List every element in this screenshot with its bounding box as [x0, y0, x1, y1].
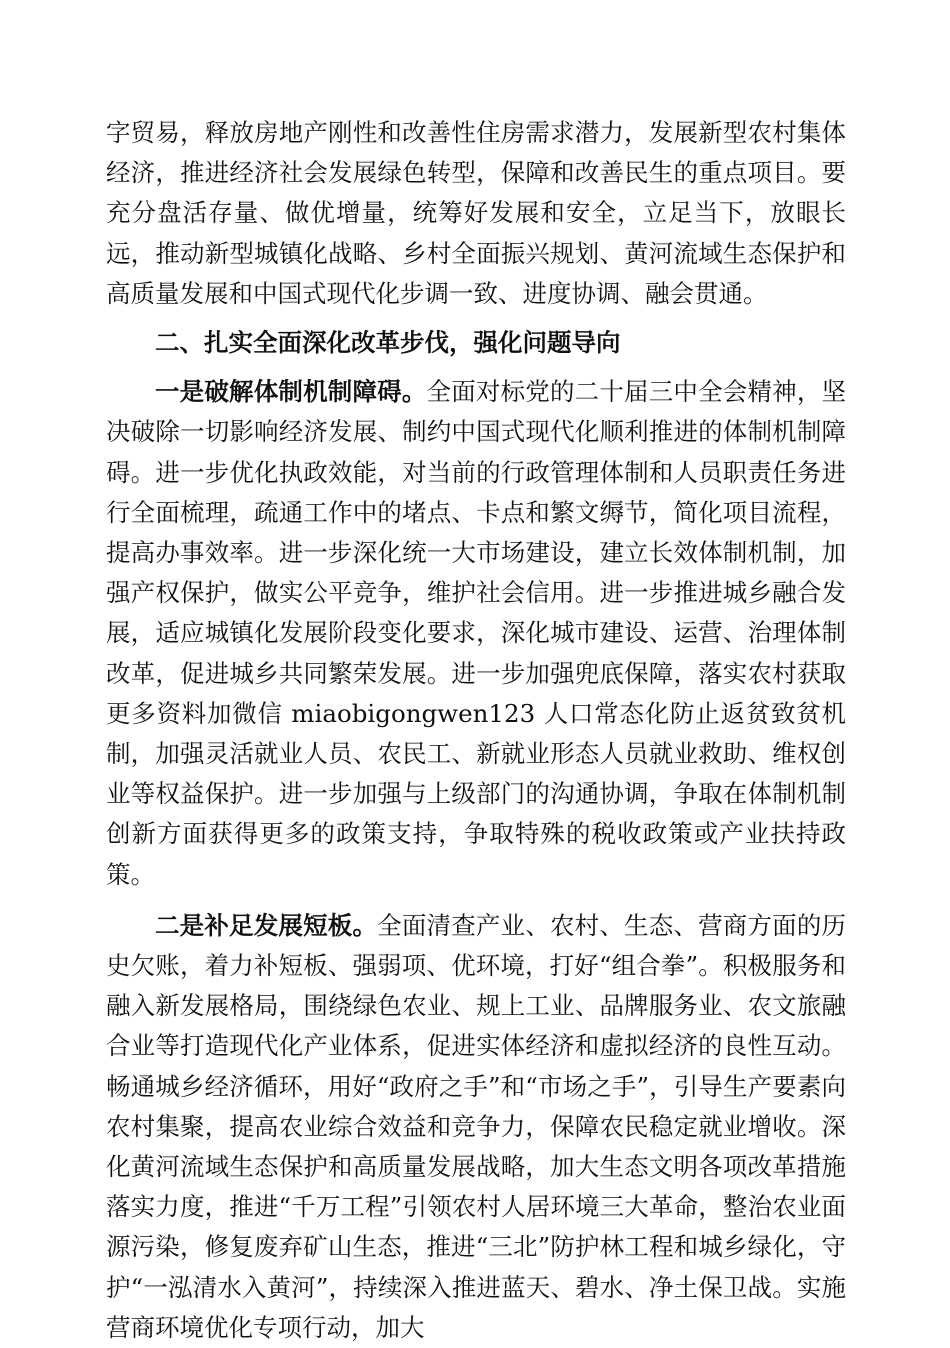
paragraph-lead-title: 一是破解体制机制障碍。 — [155, 377, 427, 407]
paragraph-development-shortcomings — [106, 906, 846, 1348]
paragraph-reform-barriers — [106, 372, 846, 895]
section-heading: 二、扎实全面深化改革步伐，强化问题导向 — [155, 328, 621, 358]
paragraph-continued: 字贸易，释放房地产刚性和改善性住房需求潜力，发展新型农村集体经济，推进经济社会发展绿色转型，保障和改善民生的重点项目。要充分盘活存量、做优增量，统筹好发展和安全，立足当下，放眼长远，推动新型城镇化战略、乡村全面振兴规划、黄河流域生态保护和高质量发展和中国式现代化步调一致、进度协调、融会贯通。 — [106, 118, 846, 308]
document-body — [106, 113, 846, 1348]
paragraph-lead-title: 二是补足发展短板。 — [155, 910, 378, 940]
paragraph-body-text: 全面对标党的二十届三中全会精神，坚决破除一切影响经济发展、制约中国式现代化顺利推进的体制机制障碍。进一步优化执政效能，对当前的行政管理体制和人员职责任务进行全面梳理，疏通工作中的堵点、卡点和繁文缛节，简化项目流程，提高办事效率。进一步深化统一大市场建设，建立长效体制机制，加强产权保护，做实公平竞争，维护社会信用。进一步推进城乡融合发展，适应城镇化发展阶段变化要求，深化城市建设、运营、治理体制改革，促进城乡共同繁荣发展。进一步加强兜底保障，落实农村获取更多资料加微信 miaobigongwen123 人口常态化防止返贫致贫机制，加强灵活就业人员、农民工、新就业形态人员就业救助、维权创业等权益保护。进一步加强与上级部门的沟通协调，争取在体制机制创新方面获得更多的政策支持，争取特殊的税收政策或产业扶持政策。 — [106, 377, 847, 889]
paragraph-spacer — [106, 895, 846, 906]
paragraph-body-text: 全面清查产业、农村、生态、营商方面的历史欠账，着力补短板、强弱项、优环境，打好“组合拳”。积极服务和融入新发展格局，围绕绿色农业、规上工业、品牌服务业、农文旅融合业等打造现代化产业体系，促进实体经济和虚拟经济的良性互动。畅通城乡经济循环，用好“政府之手”和“市场之手”，引导生产要素向农村集聚，提高农业综合效益和竞争力，保障农民稳定就业增收。深化黄河流域生态保护和高质量发展战略，加大生态文明各项改革措施落实力度，推进“千万工程”引领农村人居环境三大革命，整治农业面源污染，修复废弃矿山生态，推进“三北”防护林工程和城乡绿化，守护“一泓清水入黄河”，持续深入推进蓝天、碧水、净土保卫战。实施营商环境优化专项行动，加大 — [106, 910, 847, 1342]
